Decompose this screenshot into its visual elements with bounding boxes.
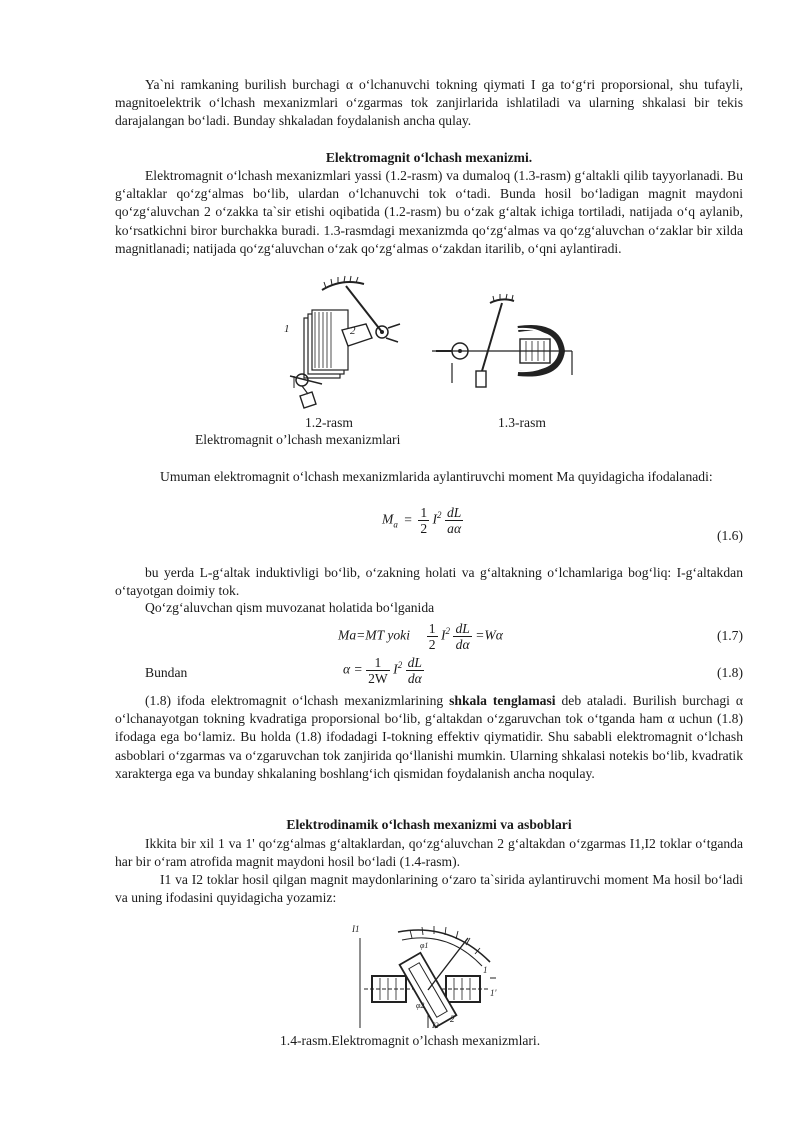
- fig14-label-i1: I1: [352, 924, 360, 934]
- eq16-frac-den: 2: [420, 521, 428, 536]
- eq17-lhs: Mа=MT yoki: [338, 627, 410, 643]
- fig14-label-1prime: 1': [490, 988, 497, 998]
- eq17-d-num: dL: [455, 621, 470, 636]
- eq17-rhs: =Wα: [475, 627, 503, 643]
- eq18-frac-den: 2W: [368, 671, 388, 686]
- eq16-d-num: dL: [446, 505, 462, 520]
- eq18-d-num: dL: [407, 655, 422, 670]
- figure-1-3: [422, 293, 582, 393]
- paragraph-8: I1 va I2 toklar hosil qilgan magnit maydonlarining o‘zaro ta`sirida aylantiruvchi moment Mа hosil bo‘ladi va uning ifodasini quyidagicha yozamiz:: [115, 872, 743, 906]
- eq18-d-den: dα: [407, 671, 422, 686]
- bundan-label: Bundan: [145, 665, 188, 680]
- eq17-frac-num: 1: [428, 621, 436, 636]
- fig14-label-2: 2: [450, 1014, 455, 1024]
- equation-1-7-number: (1.7): [716, 628, 743, 643]
- equation-1-6: [382, 505, 463, 536]
- paragraph-6-part-a: (1.8) ifoda elektromagnit o‘lchash mexanizmlarining: [145, 693, 450, 708]
- equation-1-8-number: (1.8): [716, 665, 743, 680]
- eq18-pow: 2: [397, 660, 403, 671]
- paragraph-6: [115, 692, 743, 783]
- eq16-d-den: aα: [447, 521, 462, 536]
- fig14-label-1: 1: [483, 965, 488, 975]
- paragraph-5: Qo‘zg‘aluvchan qism muvozanat holatida bo‘lganida: [145, 600, 435, 615]
- figure-1-4-caption: 1.4-rasm.Elektromagnit o’lchash mexanizmlari.: [280, 1033, 541, 1048]
- equation-1-7: [338, 621, 503, 652]
- equation-1-8: [343, 655, 424, 686]
- figures-caption: Elektromagnit o’lchash mexanizmlari: [195, 432, 401, 447]
- fig14-label-i2: I2: [432, 1021, 439, 1030]
- eq16-var: I: [432, 511, 438, 527]
- figure-1-4: [350, 918, 500, 1030]
- eq18-lhs: α =: [343, 661, 363, 677]
- eq17-frac-den: 2: [428, 637, 436, 652]
- paragraph-3: Umuman elektromagnit o‘lchash mexanizmlarida aylantiruvchi moment Mа quyidagicha ifodalanadi:: [160, 469, 713, 484]
- figure-1-3-caption: 1.3-rasm: [498, 415, 546, 430]
- eq17-d-den: dα: [455, 637, 470, 652]
- fig12-label-2: 2: [350, 325, 356, 337]
- figure-1-2: [282, 272, 412, 414]
- paragraph-1: Ya`ni ramkaning burilish burchagi α o‘lchanuvchi tokning qiymati I ga to‘g‘ri proporsional, shu tufayli, magnitoelektrik o‘lchash mexanizmlari o‘zgarmas tok zanjirlarida ishlatiladi va ularning shkalasi bir tekis darajalangan bo‘ladi. Bunday shkaladan foydalanish ancha qulay.: [115, 77, 743, 129]
- fig14-label-phi2: φ2: [416, 1001, 425, 1010]
- eq16-pow: 2: [437, 510, 442, 521]
- paragraph-4: bu yerda L-g‘altak induktivligi bo‘lib, o‘zakning holati va g‘altakning o‘lchamlariga bog‘liq: I-g‘altakdan o‘tayotgan doimiy tok.: [115, 565, 743, 599]
- eq16-frac-num: 1: [420, 505, 428, 520]
- paragraph-2: Elektromagnit o‘lchash mexanizmlari yassi (1.2-rasm) va dumaloq (1.3-rasm) g‘altakli qilib tayyorlanadi. Bu g‘altaklar qo‘zg‘almas bo‘lib, ulardan o‘lchanuvchi tok o‘tadi. Bunda hosil bo‘ladigan magnit maydoni qo‘zg‘aluvchan 2 o‘zakka ta`sir etishi oqibatida (1.2-rasm) bu o‘zak g‘altak ichiga tortiladi, natijada o‘q aylanib, ko‘rsatkichni biror burchakka buradi. 1.3-rasmdagi mexanizmda qo‘zg‘almas va qo‘zg‘aluvchan o‘zaklar bir xilda magnitlanadi; natijada qo‘zg‘aluvchan o‘zak qo‘zg‘almas o‘zakdan itarilib, o‘qni aylantiradi.: [115, 168, 743, 256]
- equation-1-6-number: (1.6): [716, 528, 743, 543]
- eq16-lhs-sub: a: [393, 519, 398, 530]
- eq17-pow: 2: [445, 626, 451, 637]
- heading-electromagnetic: Elektromagnit o‘lchash mexanizmi.: [325, 150, 533, 165]
- fig14-label-phi1: φ1: [420, 941, 429, 950]
- scale-equation-term: shkala tenglamasi: [449, 693, 556, 708]
- eq18-var: I: [393, 661, 398, 677]
- eq17-var: I: [441, 627, 446, 643]
- paragraph-6-part-b: deb ataladi. Burilish burchagi α o‘lchanayotgan tokning kvadratiga proporsional bo‘lib, g‘altakdan o‘zgaruvchan tok o‘tganda ham α uchun (1.8) ifodaga ega bo‘lamiz. Bu holda (1.8) ifodadagi I-tokning effektiv qiymatidir. Shu sababli elektromagnit o‘lchash asboblari o‘zgarmas va o‘zgaruvchan tok zanjirida qo‘llanishi mumkin. Ularning shkalasi notekis bo‘lib, kvadratik xarakterga ega va bunday shkalaning boshlang‘ich qismidan foydalanish ancha noqulay.: [115, 693, 744, 781]
- eq16-lhs: M: [382, 511, 394, 527]
- eq16-eq: =: [404, 511, 412, 527]
- eq18-frac-num: 1: [366, 655, 390, 671]
- heading-electrodynamic: Elektrodinamik o‘lchash mexanizmi va asboblari: [286, 817, 572, 832]
- paragraph-7: Ikkita bir xil 1 va 1' qo‘zg‘almas g‘altaklardan, qo‘zg‘aluvchan 2 g‘altakdan o‘zgarmas I1,I2 toklar o‘tganda har bir o‘ram atrofida magnit maydoni hosil bo‘ladi (1.4-rasm).: [115, 836, 743, 870]
- fig12-label-1: 1: [284, 323, 290, 335]
- figure-1-2-caption: 1.2-rasm: [305, 415, 353, 430]
